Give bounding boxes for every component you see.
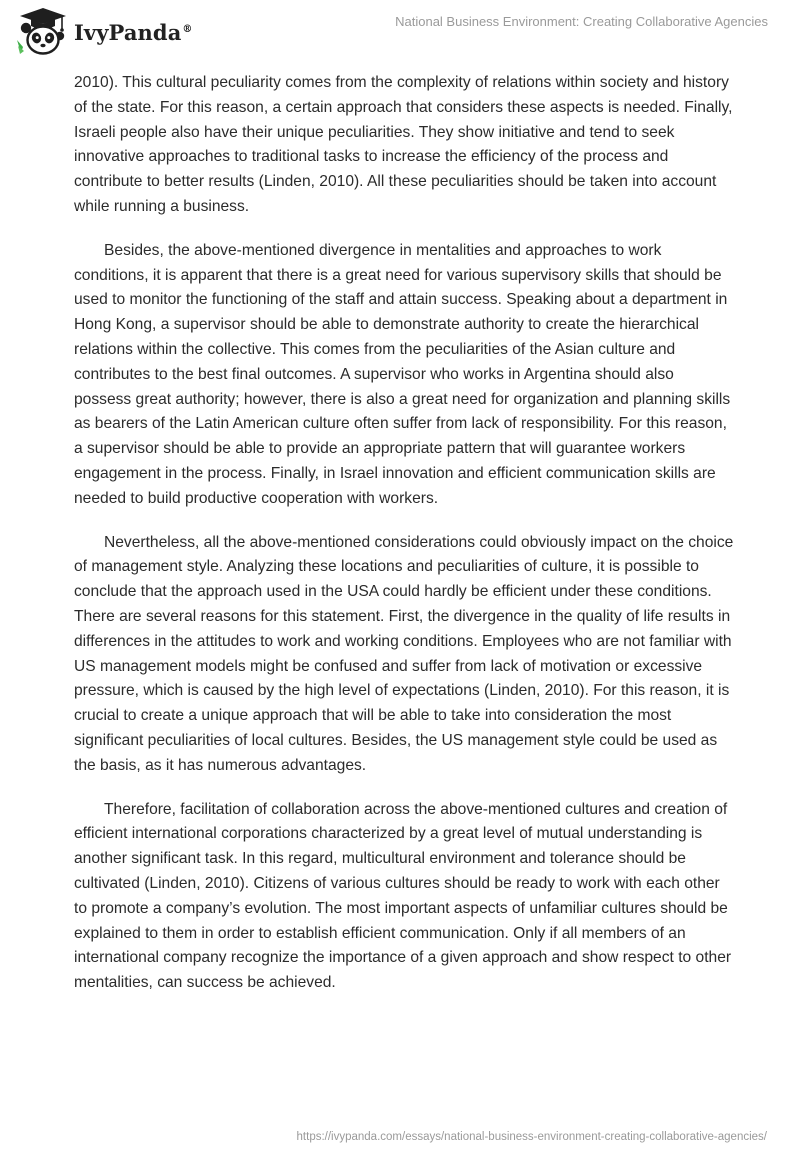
brand-logo[interactable] xyxy=(14,6,193,56)
panda-graduate-icon xyxy=(14,6,72,56)
paragraph-continued: 2010). This cultural peculiarity comes from the complexity of relations within society and history of the state. For this reason, a certain approach that considers these aspects is needed. Finally, Israeli people also have their unique peculiarities. They show initiative and tend to seek innovative approaches to traditional tasks to increase the efficiency of the process and contribute to better results (Linden, 2010). All these peculiarities should be taken into account while running a business. xyxy=(74,74,733,215)
source-url[interactable]: https://ivypanda.com/essays/national-business-environment-creating-collaborative-agencies/ xyxy=(296,1131,767,1143)
essay-body xyxy=(74,71,734,1015)
paragraph: Besides, the above-mentioned divergence in mentalities and approaches to work conditions, it is apparent that there is a great need for various supervisory skills that should be used to monitor the functioning of the staff and attain success. Speaking about a department in Hong Kong, a supervisor should be able to demonstrate authority to create the hierarchical relations within the collective. This comes from the peculiarities of the Asian culture and contributes to the best final outcomes. A supervisor who works in Argentina should also possess great authority; however, there is also a great need for organization and planning skills as bearers of the Latin American culture often suffer from lack of responsibility. For this reason, a supervisor should be able to provide an appropriate pattern that will guarantee workers engagement in the process. Finally, in Israel innovation and efficient communication skills are needed to build productive cooperation with workers. xyxy=(74,241,731,507)
paragraph: Therefore, facilitation of collaboration across the above-mentioned cultures and creation of efficient international corporations characterized by a great level of mutual understanding is another significant task. In this regard, multicultural environment and tolerance should be cultivated (Linden, 2010). Citizens of various cultures should be ready to work with each other to promote a company’s evolution. The most important aspects of unfamiliar cultures should be explained to them in order to establish efficient communication. Only if all members of an international company recognize the importance of a given approach and show respect to other mentalities, can success be achieved. xyxy=(74,800,732,992)
document-title: National Business Environment: Creating Collaborative Agencies xyxy=(395,14,768,29)
brand-name: IvyPanda® xyxy=(74,19,193,45)
registered-mark: ® xyxy=(182,23,193,35)
paragraph: Nevertheless, all the above-mentioned considerations could obviously impact on the choice of management style. Analyzing these locations and peculiarities of culture, it is possible to conclude that the approach used in the USA could hardly be efficient under these conditions. There are several reasons for this statement. First, the divergence in the quality of life results in differences in the attitudes to work and working conditions. Employees who are not familiar with US management models might be confused and suffer from lack of motivation or excessive pressure, which is caused by the high level of expectations (Linden, 2010). For this reason, it is crucial to create a unique approach that will be able to take into consideration the most significant peculiarities of local cultures. Besides, the US management style could be used as the basis, as it has numerous advantages. xyxy=(74,533,734,774)
page-header xyxy=(0,0,800,70)
